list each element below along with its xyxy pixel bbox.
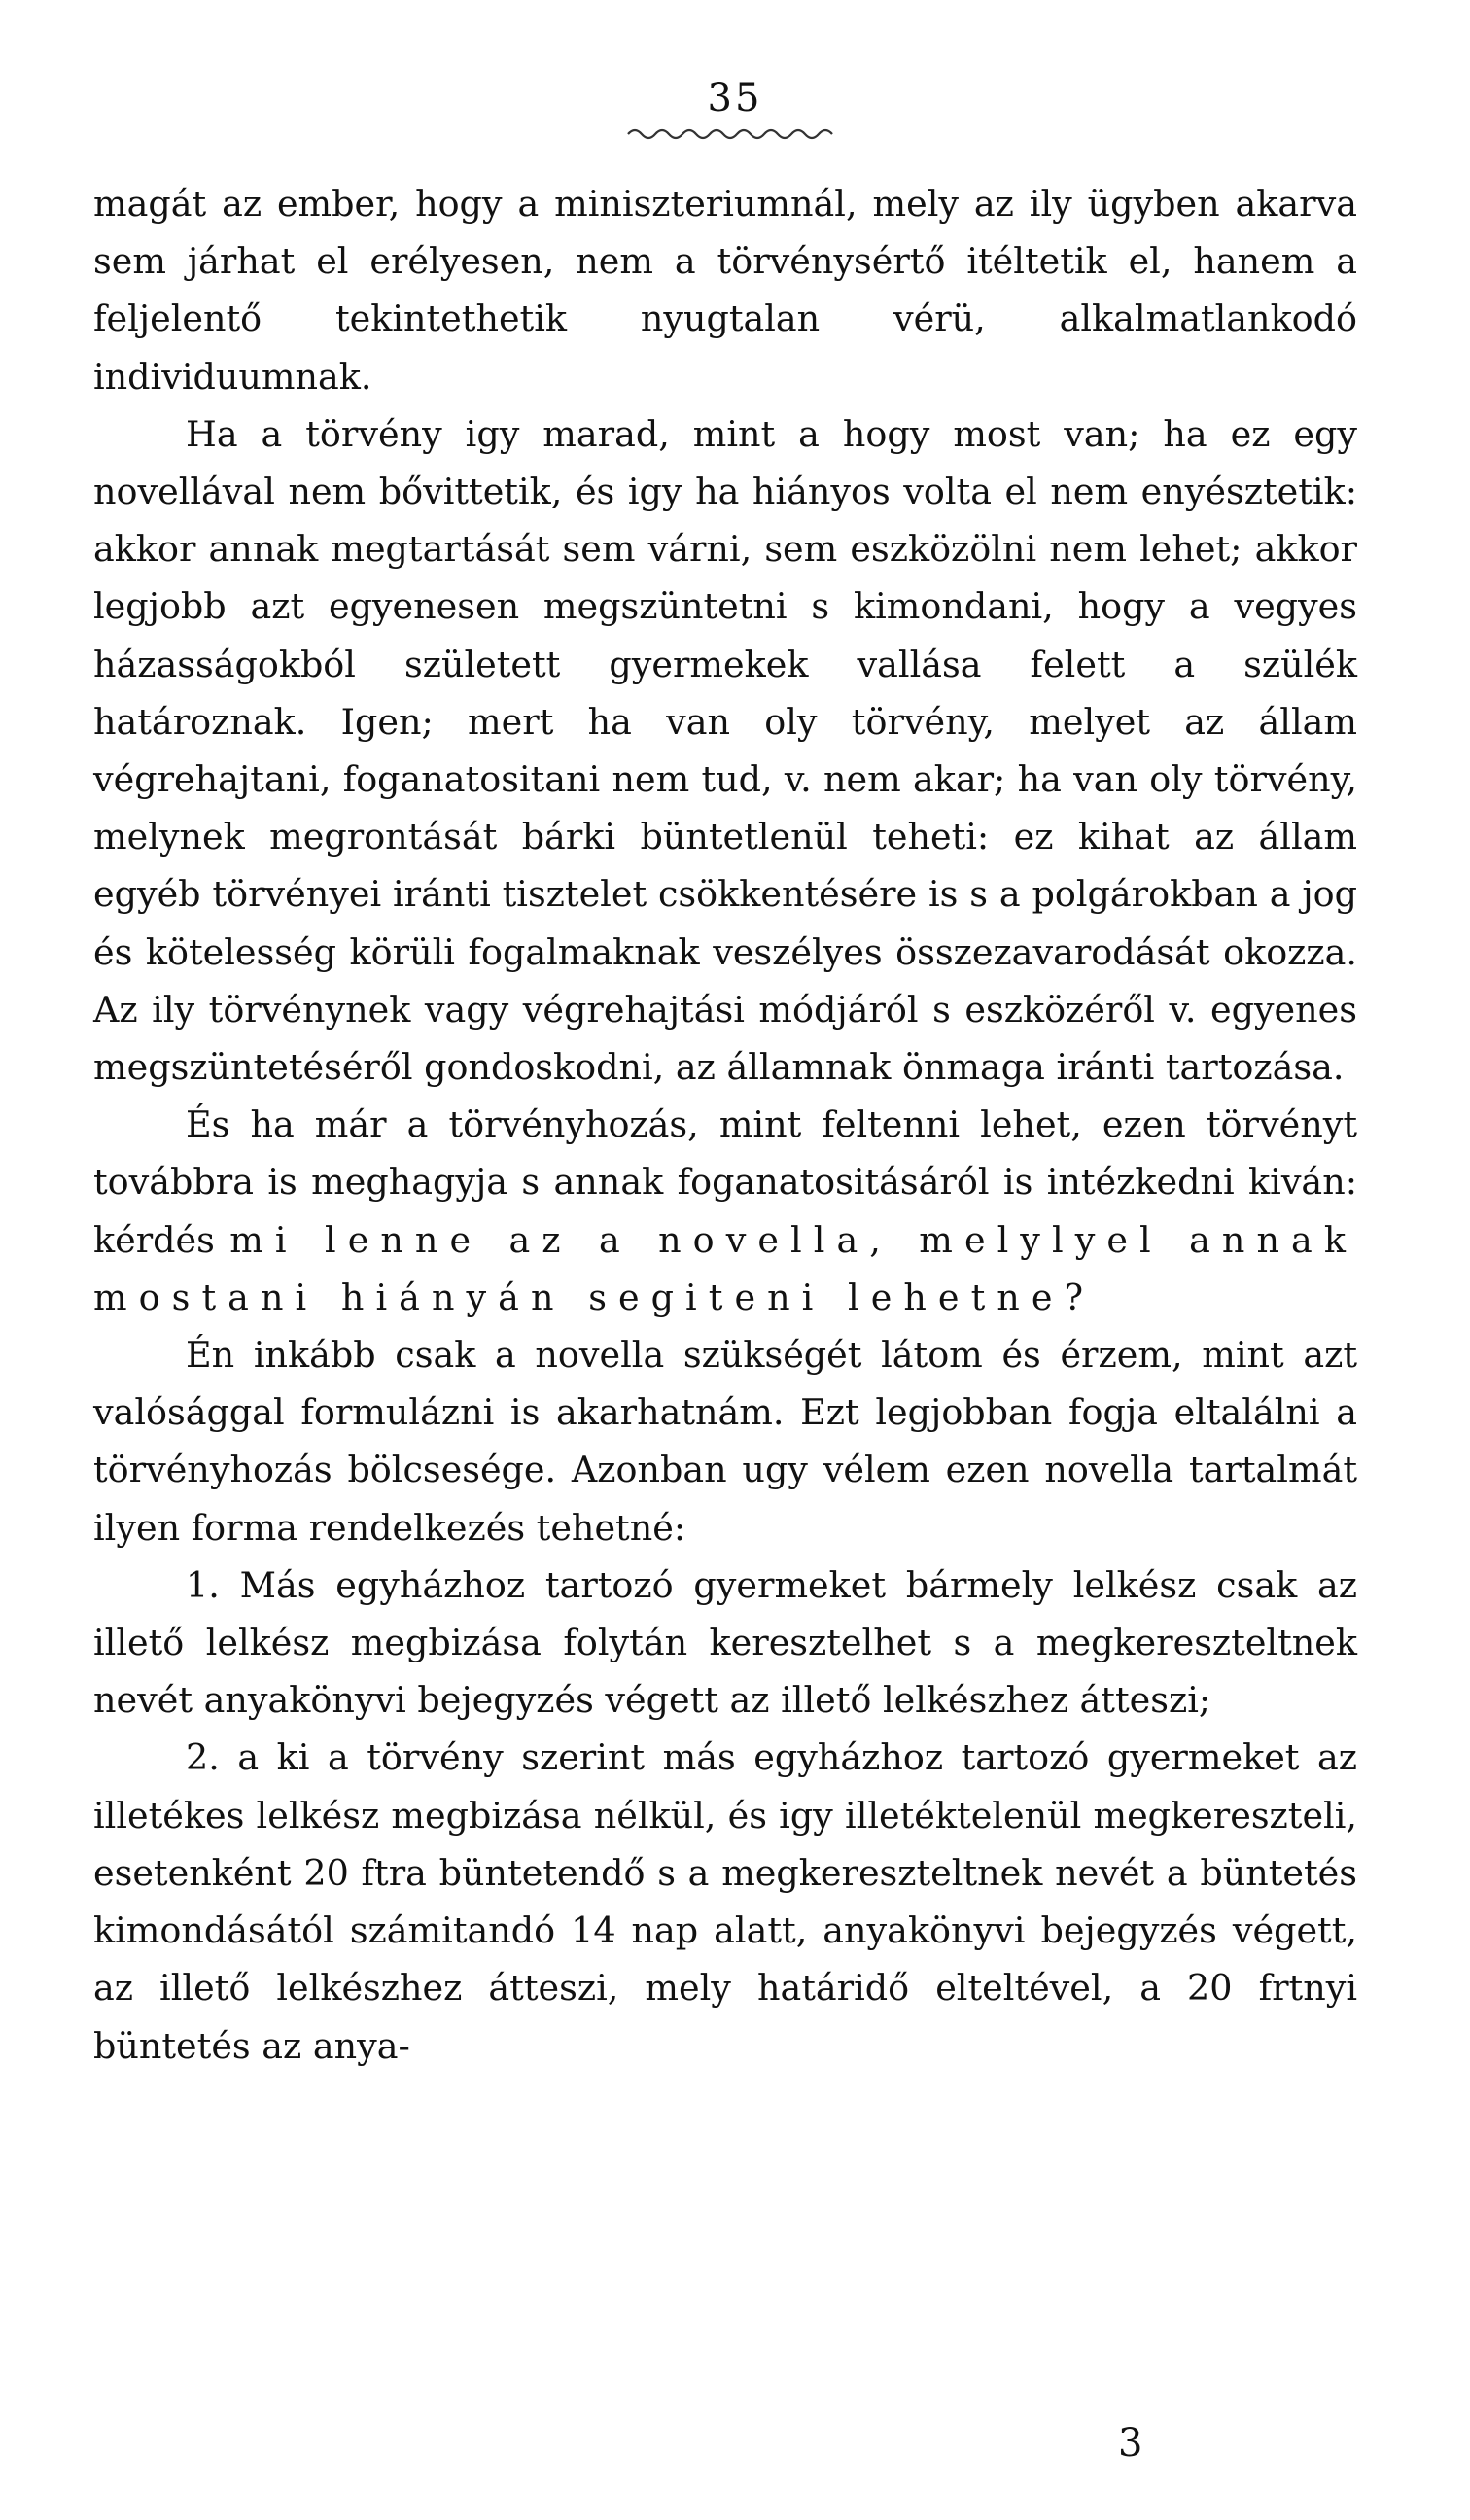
body-text [93, 175, 1357, 2075]
paragraph-1: magát az ember, hogy a miniszteriumnál, mely az ily ügyben akarva sem járhat el erélyesen, nem a törvénysértő itéltetik el, hanem a feljelentő tekintethetik nyugtalan vérü, alkalmatlankodó individuumnak. [93, 183, 1357, 398]
page-number: 35 [707, 76, 763, 121]
wavy-rule-ornament [626, 124, 840, 144]
signature-mark: 3 [1118, 2421, 1143, 2466]
paragraph-3 [93, 1096, 1357, 1326]
paragraph-2: Ha a törvény igy marad, mint a hogy most van; ha ez egy novellával nem bővittetik, és igy ha hiányos volta el nem enyésztetik: akkor annak megtartását sem várni, sem eszközölni nem lehet; akkor legjobb azt egyenesen megszüntetni s kimondani, hogy a vegyes házasságokból született gyermekek vallása felett a szülék határoznak. Igen; mert ha van oly törvény, melyet az állam végrehajtani, foganatositani nem tud, v. nem akar; ha van oly törvény, melynek megrontását bárki büntetlenül teheti: ez kihat az állam egyéb törvényei iránti tisztelet csökkentésére is s a polgárokban a jog és kötelesség körüli fogalmaknak veszélyes összezavarodását okozza. Az ily törvénynek vagy végrehajtási módjáról s eszközéről v. egyenes megszüntetéséről gondoskodni, az államnak önmaga iránti tartozása. [93, 412, 1357, 1089]
paragraph-4: Én inkább csak a novella szükségét látom és érzem, mint azt valósággal formulázni is akarhatnám. Ezt legjobban fogja eltalálni a törvényhozás bölcsesége. Azonban ugy vélem ezen novella tartalmát ilyen forma rendelkezés tehetné: [93, 1334, 1357, 1549]
list-item-1: 1. Más egyházhoz tartozó gyermeket bármely lelkész csak az illető lelkész megbizása folytán keresztelhet s a megkereszteltnek nevét anyakönyvi bejegyzés végett az illető lelkészhez átteszi; [93, 1563, 1357, 1722]
list-item-2: 2. a ki a törvény szerint más egyházhoz tartozó gyermeket az illetékes lelkész megbizása nélkül, és igy illetéktelenül megkereszteli, esetenként 20 ftra büntetendő s a megkereszteltnek nevét a büntetés kimondásától számitandó 14 nap alatt, anyakönyvi bejegyzés végett, az illető lelkészhez átteszi, mely határidő elteltével, a 20 frtnyi büntetés az anya- [93, 1736, 1357, 2067]
paragraph-3-text: És ha már a törvényhozás, mint feltenni lehet, ezen törvényt továbbra is meghagyja s annak foganatositásáról is intézkedni kiván: kérdés [93, 1103, 1357, 1261]
paragraph-3-spaced-question: mi lenne az a novella, melylyel annak mostani hiányán segiteni lehetne? [93, 1218, 1357, 1318]
